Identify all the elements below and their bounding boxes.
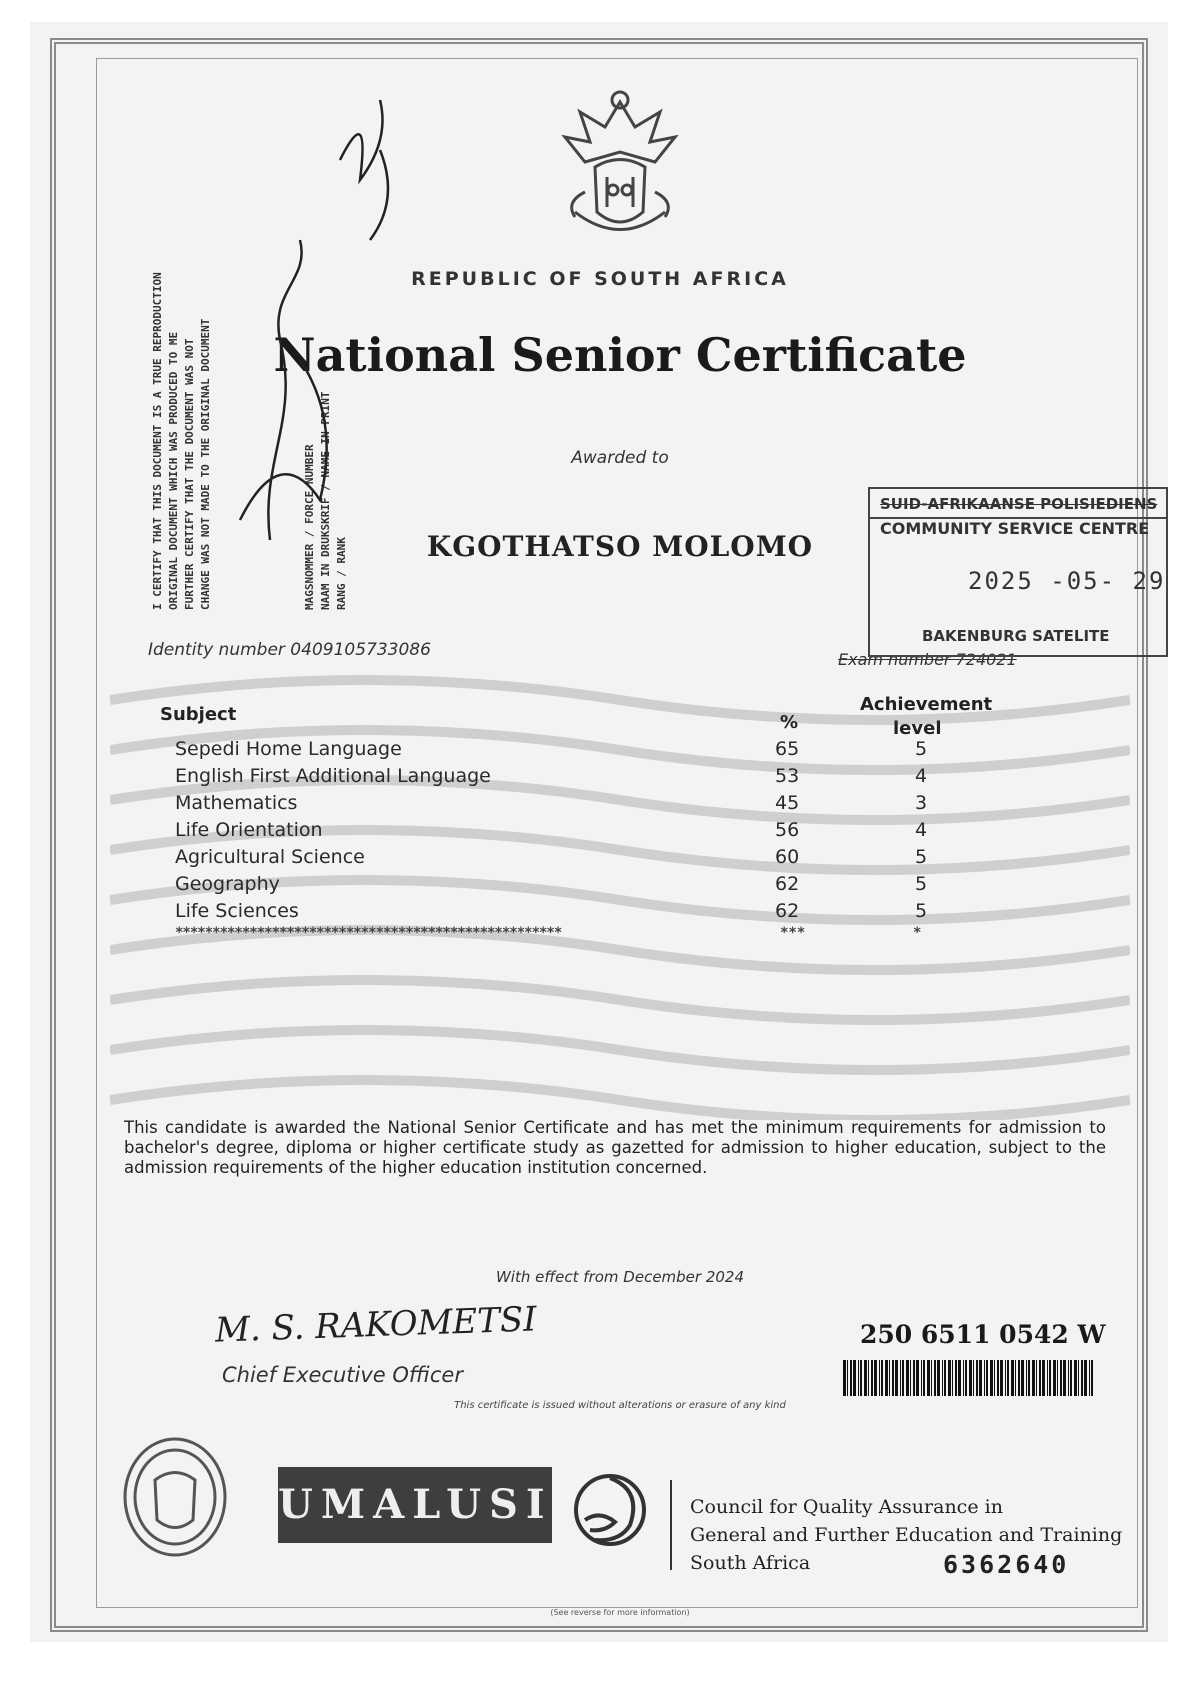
barcode-bar — [1015, 1360, 1016, 1396]
barcode-bar — [994, 1360, 995, 1396]
achievement-header: Achievement — [860, 694, 993, 715]
barcode-bar — [906, 1360, 909, 1396]
barcode-bar — [847, 1360, 848, 1396]
umalusi-emblem-icon — [570, 1470, 650, 1550]
barcode-bar — [843, 1360, 846, 1396]
barcode-bar — [927, 1360, 930, 1396]
certificate-number: 250 6511 0542 W — [860, 1320, 1106, 1349]
subject-name: Mathematics — [175, 792, 298, 814]
barcode-bar — [860, 1360, 862, 1396]
subject-percent: 60 — [775, 846, 800, 868]
copy-stamp-field3: RANG / RANK — [335, 537, 348, 610]
result-row — [175, 738, 955, 765]
barcode-bar — [889, 1360, 890, 1396]
copy-stamp-line4: CHANGE WAS NOT MADE TO THE ORIGINAL DOCUMENT — [199, 318, 212, 610]
identity-number: Identity number 0409105733086 — [148, 640, 431, 660]
percent-terminator: *** — [780, 925, 806, 941]
council-line2: General and Further Education and Training — [690, 1524, 1123, 1546]
barcode-bar — [1070, 1360, 1072, 1396]
barcode-icon — [843, 1360, 1097, 1396]
barcode-bar — [879, 1360, 880, 1396]
results-terminator: **************************************************** — [175, 925, 562, 941]
level-terminator: * — [913, 925, 922, 941]
barcode-bar — [868, 1360, 869, 1396]
candidate-name: KGOTHATSO MOLOMO — [426, 530, 814, 563]
barcode-bar — [931, 1360, 932, 1396]
barcode-bar — [1000, 1360, 1003, 1396]
serial-number: 6362640 — [943, 1550, 1070, 1579]
subject-percent: 62 — [775, 873, 800, 895]
barcode-bar — [1028, 1360, 1030, 1396]
barcode-bar — [958, 1360, 961, 1396]
result-row — [175, 819, 955, 846]
subject-name: English First Additional Language — [175, 765, 491, 787]
fine-print: (See reverse for more information) — [550, 1608, 690, 1617]
umalusi-seal-icon — [120, 1435, 230, 1560]
exam-number: Exam number 724021 — [838, 650, 1017, 669]
police-stamp-line2: COMMUNITY SERVICE CENTRE — [880, 519, 1150, 538]
barcode-bar — [1074, 1360, 1077, 1396]
barcode-bar — [1057, 1360, 1058, 1396]
barcode-bar — [913, 1360, 915, 1396]
subject-level: 5 — [915, 738, 928, 760]
barcode-bar — [952, 1360, 953, 1396]
subject-name: Life Orientation — [175, 819, 323, 841]
certified-copy-stamp — [40, 40, 400, 620]
result-row — [175, 765, 955, 792]
police-stamp — [868, 487, 1168, 657]
barcode-bar — [885, 1360, 888, 1396]
subject-name: Sepedi Home Language — [175, 738, 402, 760]
subject-level: 4 — [915, 819, 928, 841]
subject-level: 5 — [915, 846, 928, 868]
result-row — [175, 792, 955, 819]
umalusi-logo: UMALUSI — [278, 1467, 552, 1543]
barcode-bar — [1021, 1360, 1024, 1396]
barcode-bar — [1068, 1360, 1069, 1396]
barcode-bar — [881, 1360, 883, 1396]
barcode-bar — [1007, 1360, 1009, 1396]
barcode-bar — [979, 1360, 982, 1396]
barcode-bar — [997, 1360, 999, 1396]
handwritten-signature-icon — [40, 40, 400, 620]
barcode-bar — [1053, 1360, 1056, 1396]
effective-date: With effect from December 2024 — [495, 1268, 745, 1286]
barcode-bar — [955, 1360, 957, 1396]
barcode-bar — [864, 1360, 867, 1396]
barcode-bar — [969, 1360, 972, 1396]
barcode-bar — [1032, 1360, 1035, 1396]
police-stamp-line1: SUID-AFRIKAANSE POLISIEDIENS — [880, 495, 1158, 513]
subject-level: 3 — [915, 792, 928, 814]
country-heading: REPUBLIC OF SOUTH AFRICA — [411, 268, 789, 290]
barcode-bar — [948, 1360, 951, 1396]
subject-level: 5 — [915, 900, 928, 922]
barcode-bar — [1091, 1360, 1093, 1396]
barcode-bar — [973, 1360, 974, 1396]
copy-stamp-line2: ORIGINAL DOCUMENT WHICH WAS PRODUCED TO ME — [167, 331, 180, 610]
subject-percent: 53 — [775, 765, 800, 787]
barcode-bar — [900, 1360, 901, 1396]
barcode-bar — [910, 1360, 911, 1396]
barcode-bar — [1039, 1360, 1041, 1396]
issued-note: This certificate is issued without alterations or erasure of any kind — [454, 1400, 786, 1411]
barcode-bar — [986, 1360, 988, 1396]
ceo-title: Chief Executive Officer — [222, 1363, 463, 1387]
council-line1: Council for Quality Assurance in — [690, 1496, 1003, 1518]
barcode-bar — [874, 1360, 877, 1396]
percent-header: % — [780, 712, 799, 733]
barcode-bar — [1089, 1360, 1090, 1396]
subject-name: Life Sciences — [175, 900, 299, 922]
barcode-bar — [923, 1360, 925, 1396]
barcode-bar — [858, 1360, 859, 1396]
barcode-bar — [984, 1360, 985, 1396]
awarded-to-label: Awarded to — [571, 448, 669, 468]
council-line3: South Africa — [690, 1552, 811, 1574]
barcode-bar — [934, 1360, 936, 1396]
barcode-bar — [976, 1360, 978, 1396]
barcode-bar — [916, 1360, 919, 1396]
barcode-bar — [942, 1360, 943, 1396]
subject-level: 4 — [915, 765, 928, 787]
barcode-bar — [1063, 1360, 1066, 1396]
barcode-bar — [990, 1360, 993, 1396]
barcode-bar — [871, 1360, 873, 1396]
award-statement: This candidate is awarded the National Senior Certificate and has met the minimum requirements for admission to bachelor's degree, diploma or higher certificate study as gazetted for admission to higher education, subject to the admission requirements of the higher education institution concerned. — [124, 1118, 1106, 1177]
copy-stamp-line3: FURTHER CERTIFY THAT THE DOCUMENT WAS NOT — [183, 338, 196, 610]
level-header: level — [893, 718, 942, 739]
barcode-bar — [902, 1360, 904, 1396]
barcode-bar — [921, 1360, 922, 1396]
subject-percent: 45 — [775, 792, 800, 814]
barcode-bar — [1011, 1360, 1014, 1396]
police-stamp-date: 2025 -05- 29 — [968, 567, 1166, 595]
copy-stamp-field1: MAGSNOMMER / FORCE NUMBER — [303, 444, 316, 610]
barcode-bar — [1078, 1360, 1079, 1396]
barcode-bar — [1005, 1360, 1006, 1396]
barcode-bar — [1036, 1360, 1037, 1396]
footer-divider — [670, 1480, 674, 1570]
subject-header: Subject — [160, 704, 237, 725]
barcode-bar — [965, 1360, 967, 1396]
barcode-bar — [1026, 1360, 1027, 1396]
barcode-bar — [1084, 1360, 1087, 1396]
result-row — [175, 846, 955, 873]
barcode-bar — [1081, 1360, 1083, 1396]
coat-of-arms-icon — [545, 82, 695, 247]
barcode-bar — [937, 1360, 940, 1396]
barcode-bar — [1049, 1360, 1051, 1396]
result-row — [175, 900, 955, 927]
subject-name: Agricultural Science — [175, 846, 365, 868]
barcode-bar — [853, 1360, 856, 1396]
police-stamp-line3: BAKENBURG SATELITE — [922, 627, 1110, 645]
ceo-signature: M. S. RAKOMETSI — [214, 1299, 538, 1351]
result-row — [175, 873, 955, 900]
barcode-bar — [944, 1360, 946, 1396]
subject-percent: 62 — [775, 900, 800, 922]
barcode-bar — [963, 1360, 964, 1396]
subject-percent: 56 — [775, 819, 800, 841]
copy-stamp-field2: NAAM IN DRUKSKRIF / NAME IN PRINT — [319, 391, 332, 610]
copy-stamp-line1: I CERTIFY THAT THIS DOCUMENT IS A TRUE REPRODUCTION — [151, 272, 164, 610]
subject-level: 5 — [915, 873, 928, 895]
subject-percent: 65 — [775, 738, 800, 760]
barcode-bar — [850, 1360, 852, 1396]
barcode-bar — [895, 1360, 898, 1396]
barcode-bar — [1042, 1360, 1045, 1396]
barcode-bar — [892, 1360, 894, 1396]
barcode-bar — [1047, 1360, 1048, 1396]
certificate-title: National Senior Certificate — [273, 328, 967, 382]
barcode-bar — [1060, 1360, 1062, 1396]
barcode-bar — [1018, 1360, 1020, 1396]
subject-name: Geography — [175, 873, 280, 895]
